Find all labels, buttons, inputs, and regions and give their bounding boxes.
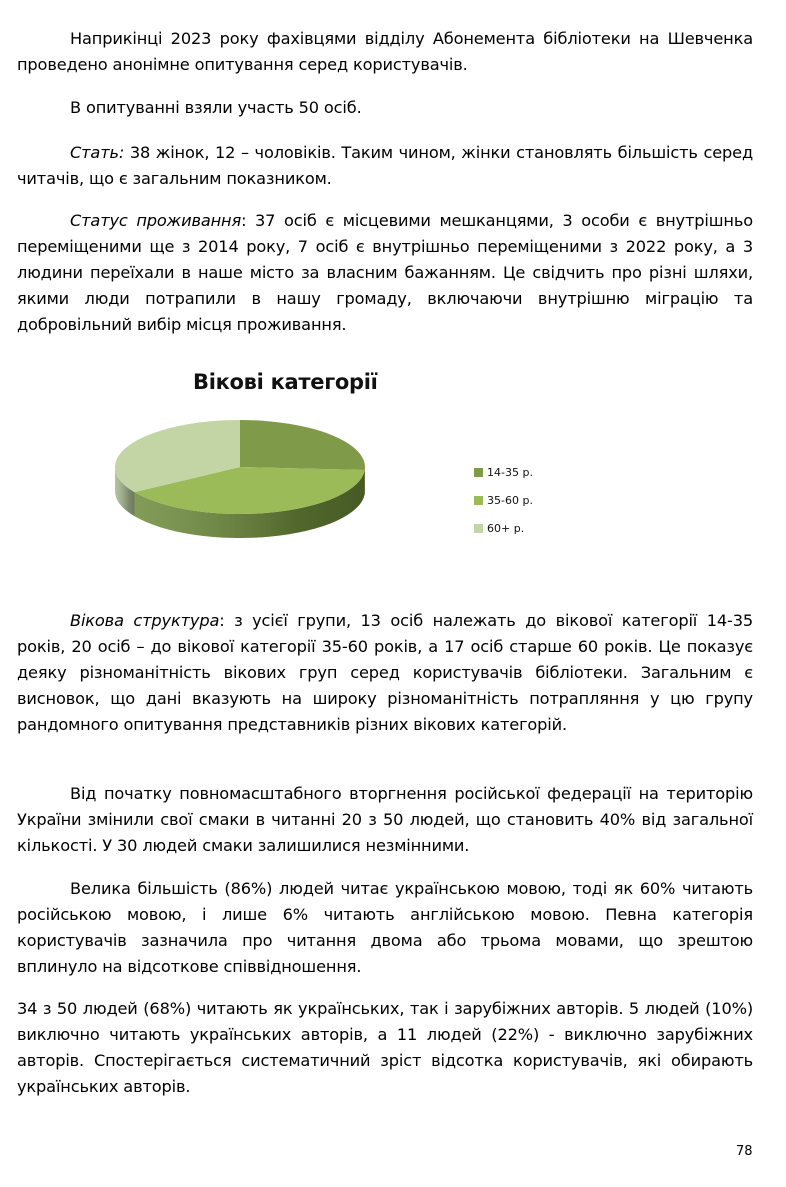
paragraph-participants	[17, 95, 753, 121]
legend-label: 60+ р.	[487, 521, 525, 535]
paragraph-label: Стать:	[70, 143, 125, 162]
age-categories-chart	[100, 360, 600, 590]
pie-slice-14-35	[240, 420, 365, 470]
paragraph-age-structure	[17, 608, 753, 738]
legend-item	[474, 514, 533, 542]
page-number: 78	[736, 1144, 753, 1159]
paragraph-gender	[17, 140, 753, 192]
legend-item	[474, 458, 533, 486]
legend-swatch	[474, 524, 483, 533]
legend-label: 35-60 р.	[487, 493, 533, 507]
legend-swatch	[474, 468, 483, 477]
paragraph-residence-status	[17, 208, 753, 338]
paragraph-text: В опитуванні взяли участь 50 осіб.	[70, 98, 362, 117]
legend-label: 14-35 р.	[487, 465, 533, 479]
paragraph-text: Від початку повномасштабного вторгнення російської федерації на територію України змінили свої смаки в читанні 20 з 50 людей, що становить 40% від загальної кількості. У 30 людей смаки залишилися незмінними.	[17, 784, 753, 855]
paragraph-reading-taste-change	[17, 781, 753, 859]
paragraph-authors	[17, 996, 753, 1100]
paragraph-text: : з усієї групи, 13 осіб належать до вікової категорії 14-35 років, 20 осіб – до вікової категорії 35-60 років, а 17 осіб старше 60 років. Це показує деяку різноманітність вікових груп серед користувачів бібліотеки. Загальним є висновок, що дані вказують на широку різноманітність потрапляння у цю групу рандомного опитування представників різних вікових категорій.	[17, 611, 753, 734]
pie-chart-plot	[100, 360, 400, 590]
legend-swatch	[474, 496, 483, 505]
chart-title: Вікові категорії	[193, 370, 378, 394]
legend-item	[474, 486, 533, 514]
paragraph-text: 34 з 50 людей (68%) читають як українських, так і зарубіжних авторів. 5 людей (10%) виключно читають українських авторів, а 11 людей (22%) - виключно зарубіжних авторів. Спостерігається систематичний зріст відсотка користувачів, які обирають українських авторів.	[17, 999, 753, 1096]
paragraph-reading-languages	[17, 876, 753, 980]
paragraph-text: Велика більшість (86%) людей читає українською мовою, тоді як 60% читають російською мовою, і лише 6% читають англійською мовою. Певна категорія користувачів зазначила про читання двома або трьома мовами, що зрештою вплинуло на відсоткове співвідношення.	[17, 879, 753, 976]
paragraph-text: Наприкінці 2023 року фахівцями відділу Абонемента бібліотеки на Шевченка проведено анонімне опитування серед користувачів.	[17, 29, 753, 74]
paragraph-text: : 37 осіб є місцевими мешканцями, 3 особи є внутрішньо переміщеними ще з 2014 року, 7 осіб є внутрішньо переміщеними з 2022 року, а 3 людини переїхали в наше місто за власним бажанням. Це свідчить про різні шляхи, якими люди потрапили в нашу громаду, включаючи внутрішню міграцію та добровільний вибір місця проживання.	[17, 211, 753, 334]
paragraph-label: Статус проживання	[70, 211, 242, 230]
chart-legend	[474, 458, 533, 542]
paragraph-text: 38 жінок, 12 – чоловіків. Таким чином, жінки становлять більшість серед читачів, що є загальним показником.	[17, 143, 753, 188]
paragraph-label: Вікова структура	[70, 611, 220, 630]
paragraph-survey-intro	[17, 26, 753, 78]
